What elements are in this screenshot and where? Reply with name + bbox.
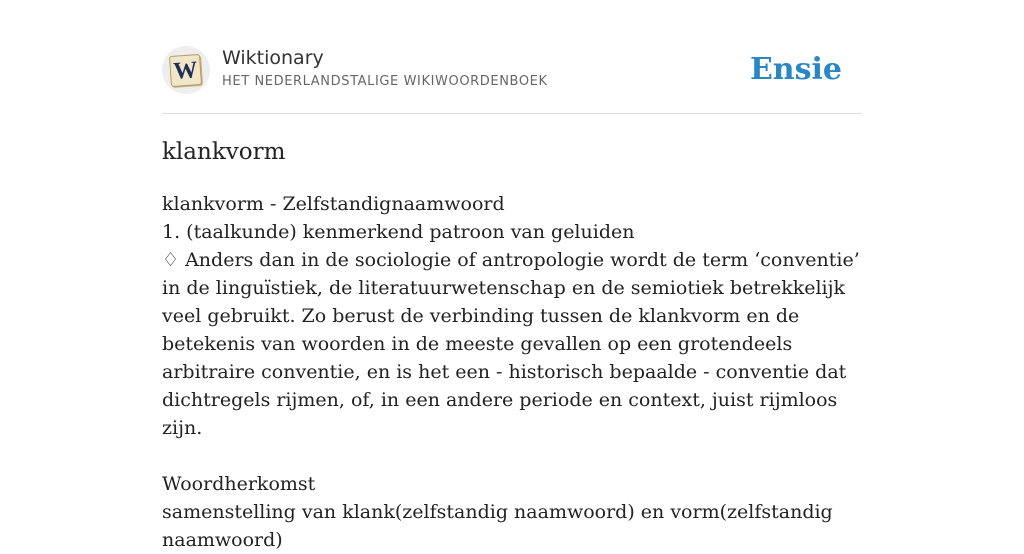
- logo-letter: W: [172, 57, 199, 85]
- etymology-text: samenstelling van klank(zelfstandig naamwoord) en vorm(zelfstandig naamwoord): [162, 501, 833, 551]
- definition: 1. (taalkunde) kenmerkend patroon van geluiden: [162, 221, 635, 243]
- paragraph-gap: [162, 442, 862, 470]
- wiktionary-logo-icon[interactable]: [162, 46, 210, 94]
- etymology-heading: Woordherkomst: [162, 473, 316, 495]
- ensie-brand-link[interactable]: Ensie: [749, 52, 842, 87]
- header-divider: [162, 113, 862, 114]
- logo-tile: [169, 54, 202, 87]
- page-title: klankvorm: [162, 139, 286, 165]
- article-content: [162, 190, 862, 554]
- site-header: [162, 46, 862, 98]
- site-name[interactable]: Wiktionary: [222, 47, 324, 69]
- word-type: klankvorm - Zelfstandignaamwoord: [162, 193, 505, 215]
- example-text: ♢ Anders dan in de sociologie of antropologie wordt de term ‘conventie’ in de linguïstiek, de literatuurwetenschap en de semiotiek betrekkelijk veel gebruikt. Zo berust de verbinding tussen de klankvorm en de betekenis van woorden in de meeste gevallen op een grotendeels arbitraire conventie, en is het een - historisch bepaalde - conventie dat dichtregels rijmen, of, in een andere periode en context, juist rijmloos zijn.: [162, 249, 860, 439]
- site-tagline: HET NEDERLANDSTALIGE WIKIWOORDENBOEK: [222, 74, 548, 89]
